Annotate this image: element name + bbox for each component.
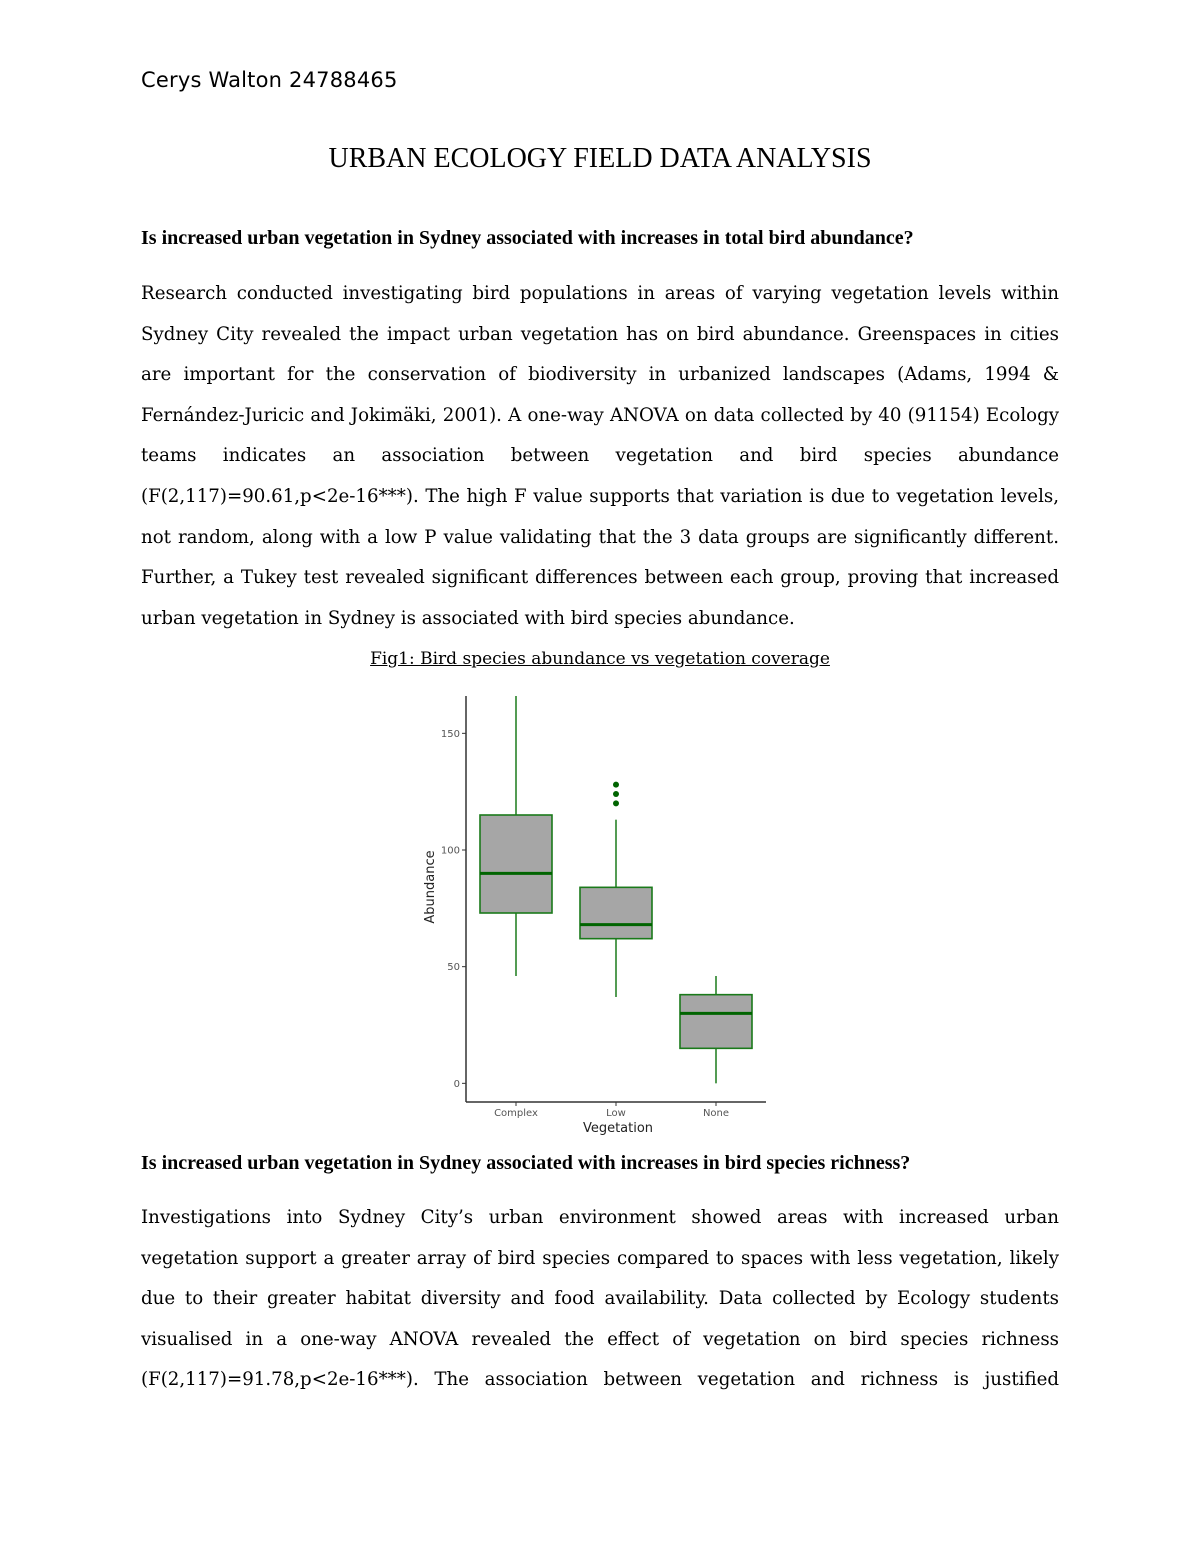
box-none [680,995,752,1049]
document-title: URBAN ECOLOGY FIELD DATA ANALYSIS [328,143,872,174]
x-tick-label: Complex [494,1108,538,1119]
abundance-boxplot [400,686,780,1138]
figure-caption: Fig1: Bird species abundance vs vegetation coverage [370,649,830,669]
y-axis-label: Abundance [423,850,438,924]
section-1-heading: Is increased urban vegetation in Sydney associated with increases in total bird abundance? [141,227,914,249]
x-tick-label: None [702,1108,730,1119]
x-tick-label: Low [606,1108,626,1119]
x-axis-label: Vegetation [582,1121,654,1136]
y-tick-label: 0 [453,1078,460,1090]
outlier-point [613,800,619,806]
section-1-body: Research conducted investigating bird populations in areas of varying vegetation levels within Sydney City revealed the impact urban vegetation has on bird abundance. Greenspaces in cities are important for the conservation of biodiversity in urbanized landscapes (Adams, 1994 & Fernández-Juricic and Jokimäki, 2001). A one-way ANOVA on data collected by 40 (91154) Ecology teams indicates an association between vegetation and bird species abundance (F(2,117)=90.61,p<2e-16***). The high F value supports that variation is due to vegetation levels, not random, along with a low P value validating that the 3 data groups are significantly different. Further, a Tukey test revealed significant differences between each group, proving that increased urban vegetation in Sydney is associated with bird species abundance. [141,283,1059,629]
y-tick-label: 50 [447,962,460,974]
box-low [580,887,652,938]
y-tick-label: 150 [440,728,460,740]
section-2-body: Investigations into Sydney City’s urban environment showed areas with increased urban vegetation support a greater array of bird species compared to spaces with less vegetation, likely due to their greater habitat diversity and food availability. Data collected by Ecology students visualised in a one-way ANOVA revealed the effect of vegetation on bird species richness (F(2,117)=91.78,p<2e-16***). The association between vegetation and richness is justified [141,1207,1059,1391]
author-header: Cerys Walton 24788465 [141,68,398,92]
y-tick-label: 100 [440,845,460,857]
box-complex [480,815,552,913]
plot-area [441,696,766,1119]
outlier-point [613,791,619,797]
section-2-heading: Is increased urban vegetation in Sydney associated with increases in bird species richness? [141,1152,911,1174]
outlier-point [613,782,619,788]
